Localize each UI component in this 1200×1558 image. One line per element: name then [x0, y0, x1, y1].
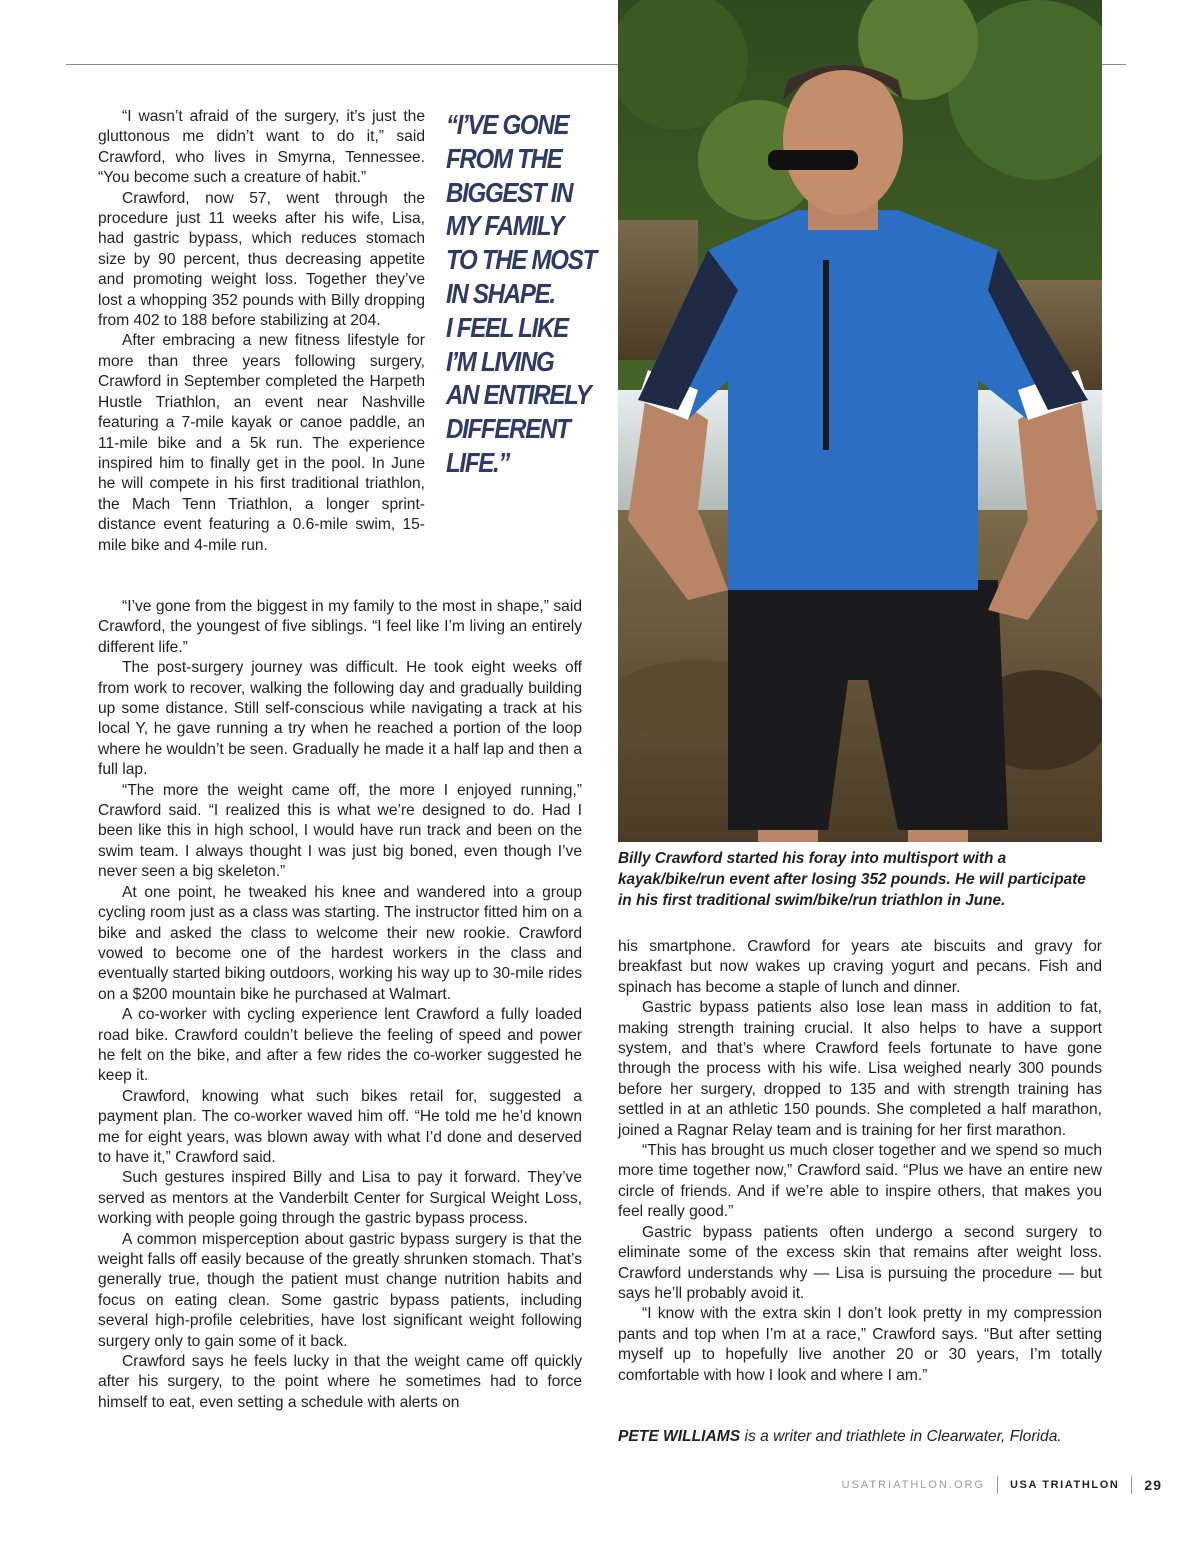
- author-name: PETE WILLIAMS: [618, 1428, 741, 1445]
- article-paragraph: “This has brought us much closer together and we spend so much more time together now,” Crawford said. “Plus we have an entire new circle of friends. And if we’re able to inspire others, that makes you feel really good.”: [618, 1142, 1102, 1221]
- pull-quote-line: I’M LIVING: [446, 345, 554, 377]
- article-paragraph: “I wasn’t afraid of the surgery, it’s just the gluttonous me didn’t want to do it,” said Crawford, who lives in Smyrna, Tennessee. “You become such a creature of habit.”: [98, 108, 425, 187]
- article-paragraph: A common misperception about gastric bypass surgery is that the weight falls off easily because of the greatly shrunken stomach. That’s generally true, though the patient must change nutrition habits and focus on eating clean. Some gastric bypass patients, including several high-profile celebrities, have lost significant weight following surgery only to gain some of it back.: [98, 1230, 582, 1350]
- footer-url: USATRIATHLON.ORG: [841, 1479, 986, 1491]
- athlete-photo: [618, 0, 1102, 842]
- page-number: 29: [1144, 1477, 1162, 1493]
- footer-brand: USA TRIATHLON: [1010, 1479, 1120, 1491]
- pull-quote-line: TO THE MOST: [446, 244, 596, 276]
- article-paragraph: “I know with the extra skin I don’t look pretty in my compression pants and top when I’m at a race,” Crawford says. “But after setting myself up to hopefully live another 20 or 30 years, I’m totally comfortable with how I look and where I am.”: [618, 1305, 1102, 1384]
- footer-divider: [997, 1476, 998, 1494]
- article-paragraph: Such gestures inspired Billy and Lisa to pay it forward. They’ve served as mentors at the Vanderbilt Center for Surgical Weight Loss, working with people going through the gastric bypass process.: [98, 1169, 582, 1228]
- page-footer: [842, 1477, 1162, 1493]
- footer-divider: [1131, 1476, 1132, 1494]
- author-byline: [618, 1427, 1102, 1447]
- article-paragraph: Crawford says he feels lucky in that the weight came off quickly after his surgery, to the point where he sometimes had to force himself to eat, even setting a schedule with alerts on: [98, 1353, 582, 1411]
- article-paragraph: “I’ve gone from the biggest in my family to the most in shape,” said Crawford, the youngest of five siblings. “I feel like I’m living an entirely different life.”: [98, 598, 582, 656]
- article-paragraph: Crawford, now 57, went through the procedure just 11 weeks after his wife, Lisa, had gastric bypass, which reduces stomach size by 90 percent, thus decreasing appetite and promoting weight loss. Together they’ve lost a whopping 352 pounds with Billy dropping from 402 to 188 before stabilizing at 204.: [98, 189, 425, 330]
- article-paragraph: At one point, he tweaked his knee and wandered into a group cycling room just as a class was starting. The instructor fitted him on a bike and asked the class to welcome their new rookie. Crawford vowed to become one of the hardest workers in the class and eventually started biking outdoors, working his way up to 30-mile rides on a $200 mountain bike he purchased at Walmart.: [98, 883, 582, 1003]
- pull-quote-line: DIFFERENT: [446, 413, 570, 445]
- pull-quote-line: AN ENTIRELY: [446, 379, 591, 411]
- author-bio: is a writer and triathlete in Clearwater, Florida.: [740, 1428, 1062, 1445]
- pull-quote-line: I FEEL LIKE: [446, 311, 568, 343]
- pull-quote-line: MY FAMILY: [446, 210, 564, 242]
- top-rule: [66, 64, 618, 65]
- article-paragraph: “The more the weight came off, the more I enjoyed running,” Crawford said. “I realized this is what we’re designed to do. Had I been like this in high school, I would have run track and been on the swim team. I always thought I was just big boned, even though I’ve never seen a big skeleton.”: [98, 781, 582, 881]
- pull-quote-line: FROM THE: [446, 142, 562, 174]
- pull-quote-line: BIGGEST IN: [446, 176, 573, 208]
- article-paragraph: After embracing a new fitness lifestyle for more than three years following surgery, Crawford in September completed the Harpeth Hustle Triathlon, an event near Nashville featuring a 7-mile kayak or canoe paddle, an 11-mile bike and a 5k run. The experience inspired him to finally get in the pool. In June he will compete in his first traditional triathlon, the Mach Tenn Triathlon, a longer sprint-distance event featuring a 0.6-mile swim, 15-mile bike and 4-mile run.: [98, 332, 425, 554]
- article-paragraph: Gastric bypass patients also lose lean mass in addition to fat, making strength training crucial. It also helps to have a support system, and that’s where Crawford feels fortunate to have gone through the process with his wife. Lisa weighed nearly 300 pounds before her surgery, dropped to 135 and with strength training has settled in at an athletic 150 pounds. She completed a half marathon, joined a Ragnar Relay team and is training for her first marathon.: [618, 999, 1102, 1139]
- pull-quote-line: “I’VE GONE: [446, 109, 569, 140]
- article-column-left-upper: [98, 107, 425, 556]
- article-column-right: [618, 937, 1102, 1386]
- article-paragraph: Gastric bypass patients often undergo a second surgery to eliminate some of the excess skin that remains after weight loss. Crawford understands why — Lisa is pursuing the procedure — but says he’ll probably avoid it.: [618, 1223, 1102, 1302]
- article-paragraph: The post-surgery journey was difficult. He took eight weeks off from work to recover, walking the following day and gradually building up some distance. Still self-conscious while navigating a track at his local Y, he gave running a try when he reached a portion of the loop where he wouldn’t be seen. Gradually he made it a half lap and then a full lap.: [98, 659, 582, 779]
- article-paragraph: his smartphone. Crawford for years ate biscuits and gravy for breakfast but now wakes up craving yogurt and pecans. Fish and spinach has become a staple of lunch and dinner.: [618, 938, 1102, 996]
- article-paragraph: A co-worker with cycling experience lent Crawford a fully loaded road bike. Crawford couldn’t believe the feeling of speed and power he felt on the bike, and after a few rides the co-worker suggested he keep it.: [98, 1006, 582, 1085]
- article-column-left-lower: [98, 597, 582, 1413]
- article-paragraph: Crawford, knowing what such bikes retail for, suggested a payment plan. The co-worker waved him off. “He told me he’d known me for eight years, was blown away with what I’d done and deserved to have it,” Crawford said.: [98, 1087, 582, 1166]
- top-rule-right: [1102, 64, 1126, 65]
- pull-quote-line: LIFE.”: [446, 446, 510, 478]
- pull-quote-line: IN SHAPE.: [446, 277, 555, 309]
- photo-caption: Billy Crawford started his foray into multisport with a kayak/bike/run event after losing 352 pounds. He will participate in his first traditional swim/bike/run triathlon in June.: [618, 850, 1086, 909]
- pull-quote: [446, 108, 596, 480]
